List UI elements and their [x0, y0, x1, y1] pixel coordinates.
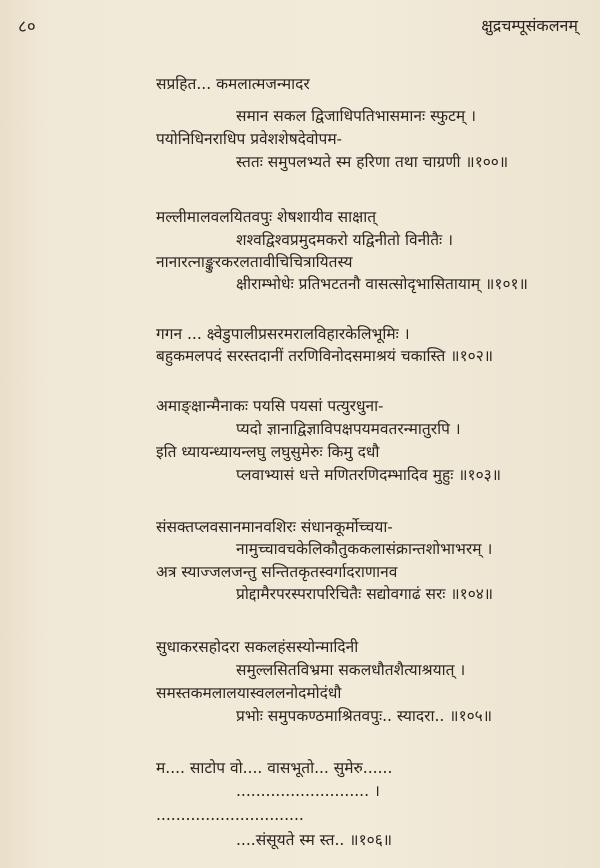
verse-106-line-3: .............................. [156, 806, 304, 824]
running-title: क्षुद्रचम्पूसंकलनम् [481, 16, 578, 35]
verse-101-line-1: मल्लीमालवलयितवपुः शेषशायीव साक्षात् [156, 208, 377, 226]
page-header [18, 12, 578, 40]
verse-103-line-3: इति ध्यायन्ध्यायन्लघु लघुसुमेरुः किमु दधौ [156, 443, 380, 461]
verse-105-line-3: समस्तकमलालयास्वललनोदमोदंधौ [156, 684, 342, 702]
verse-102-line-1: गगन ... क्ष्वेडुपालीप्रसरमरालविहारकेलिभूमिः । [156, 325, 410, 343]
verse-105-line-2: समुल्लसितविभ्रमा सकलधौतशैत्याश्रयात् । [236, 661, 466, 679]
page-number: ८० [18, 17, 36, 37]
verse-100-line-2: समान सकल द्विजाधिपतिभासमानः स्फुटम् । [236, 107, 476, 125]
verse-100-line-1: सप्रहित... कमलात्मजन्मादर [156, 75, 310, 93]
verse-104-line-1: संसक्तप्लवसानमानवशिरः संधानकूर्मोच्चया- [156, 518, 393, 536]
verse-104-line-3: अत्र स्याज्जलजन्तु सन्तितकृतस्वर्गादराणानव [156, 563, 398, 581]
verse-105-line-1: सुधाकरसहोदरा सकलहंसस्योन्मादिनी [156, 638, 359, 656]
verse-100-line-4: स्ततः समुपलभ्यते स्म हरिणा तथा चाग्रणी ॥१००॥ [236, 153, 509, 171]
verse-103-line-2: प्यदो ज्ञानाद्विज्ञाविपक्षपयमवतरन्मातुरपि । [236, 420, 461, 438]
verse-100-line-3: पयोनिधिनराधिप प्रवेशशेषदेवोपम- [156, 130, 342, 148]
verse-101-line-4: क्षीराम्भोधेः प्रतिभटतनौ वासत्सोदृभासितायाम् ॥१०१॥ [236, 275, 528, 293]
verse-102-line-2: बहुकमलपदं सरस्तदानीं तरणिविनोदसमाश्रयं चकास्ति ॥१०२॥ [156, 347, 494, 365]
verse-103-line-1: अमाङ्क्षान्मैनाकः पयसि पयसां पत्युरधुना- [156, 397, 384, 415]
verse-103-line-4: प्लवाभ्यासं धत्ते मणितरणिदम्भादिव मुहुः ॥१०३॥ [236, 466, 501, 484]
verse-106-line-4: ....संसूयते स्म स्त.. ॥१०६॥ [236, 831, 393, 849]
verse-101-line-2: शश्वद्विश्वप्रमुदमकरो यद्विनीतो विनीतैः । [236, 231, 453, 249]
verse-104-line-4: प्रोद्दामैरपरस्परापरिचितैः सद्योवगाढं सरः ॥१०४॥ [236, 585, 494, 603]
verse-105-line-4: प्रभोः समुपकण्ठमाश्रितवपुः.. स्यादरा.. ॥१०५॥ [236, 707, 493, 725]
verse-104-line-2: नामुच्चावचकेलिकौतुककलासंक्रान्तशोभाभरम् । [236, 540, 493, 558]
verse-106-line-2: ........................... । [236, 782, 380, 800]
verse-101-line-3: नानारत्नाङ्कुरकरलतावीचिचित्रायितस्य [156, 253, 353, 271]
verse-106-line-1: म.... साटोप वो.... वासभूतो... सुमेरु...... [156, 759, 393, 777]
